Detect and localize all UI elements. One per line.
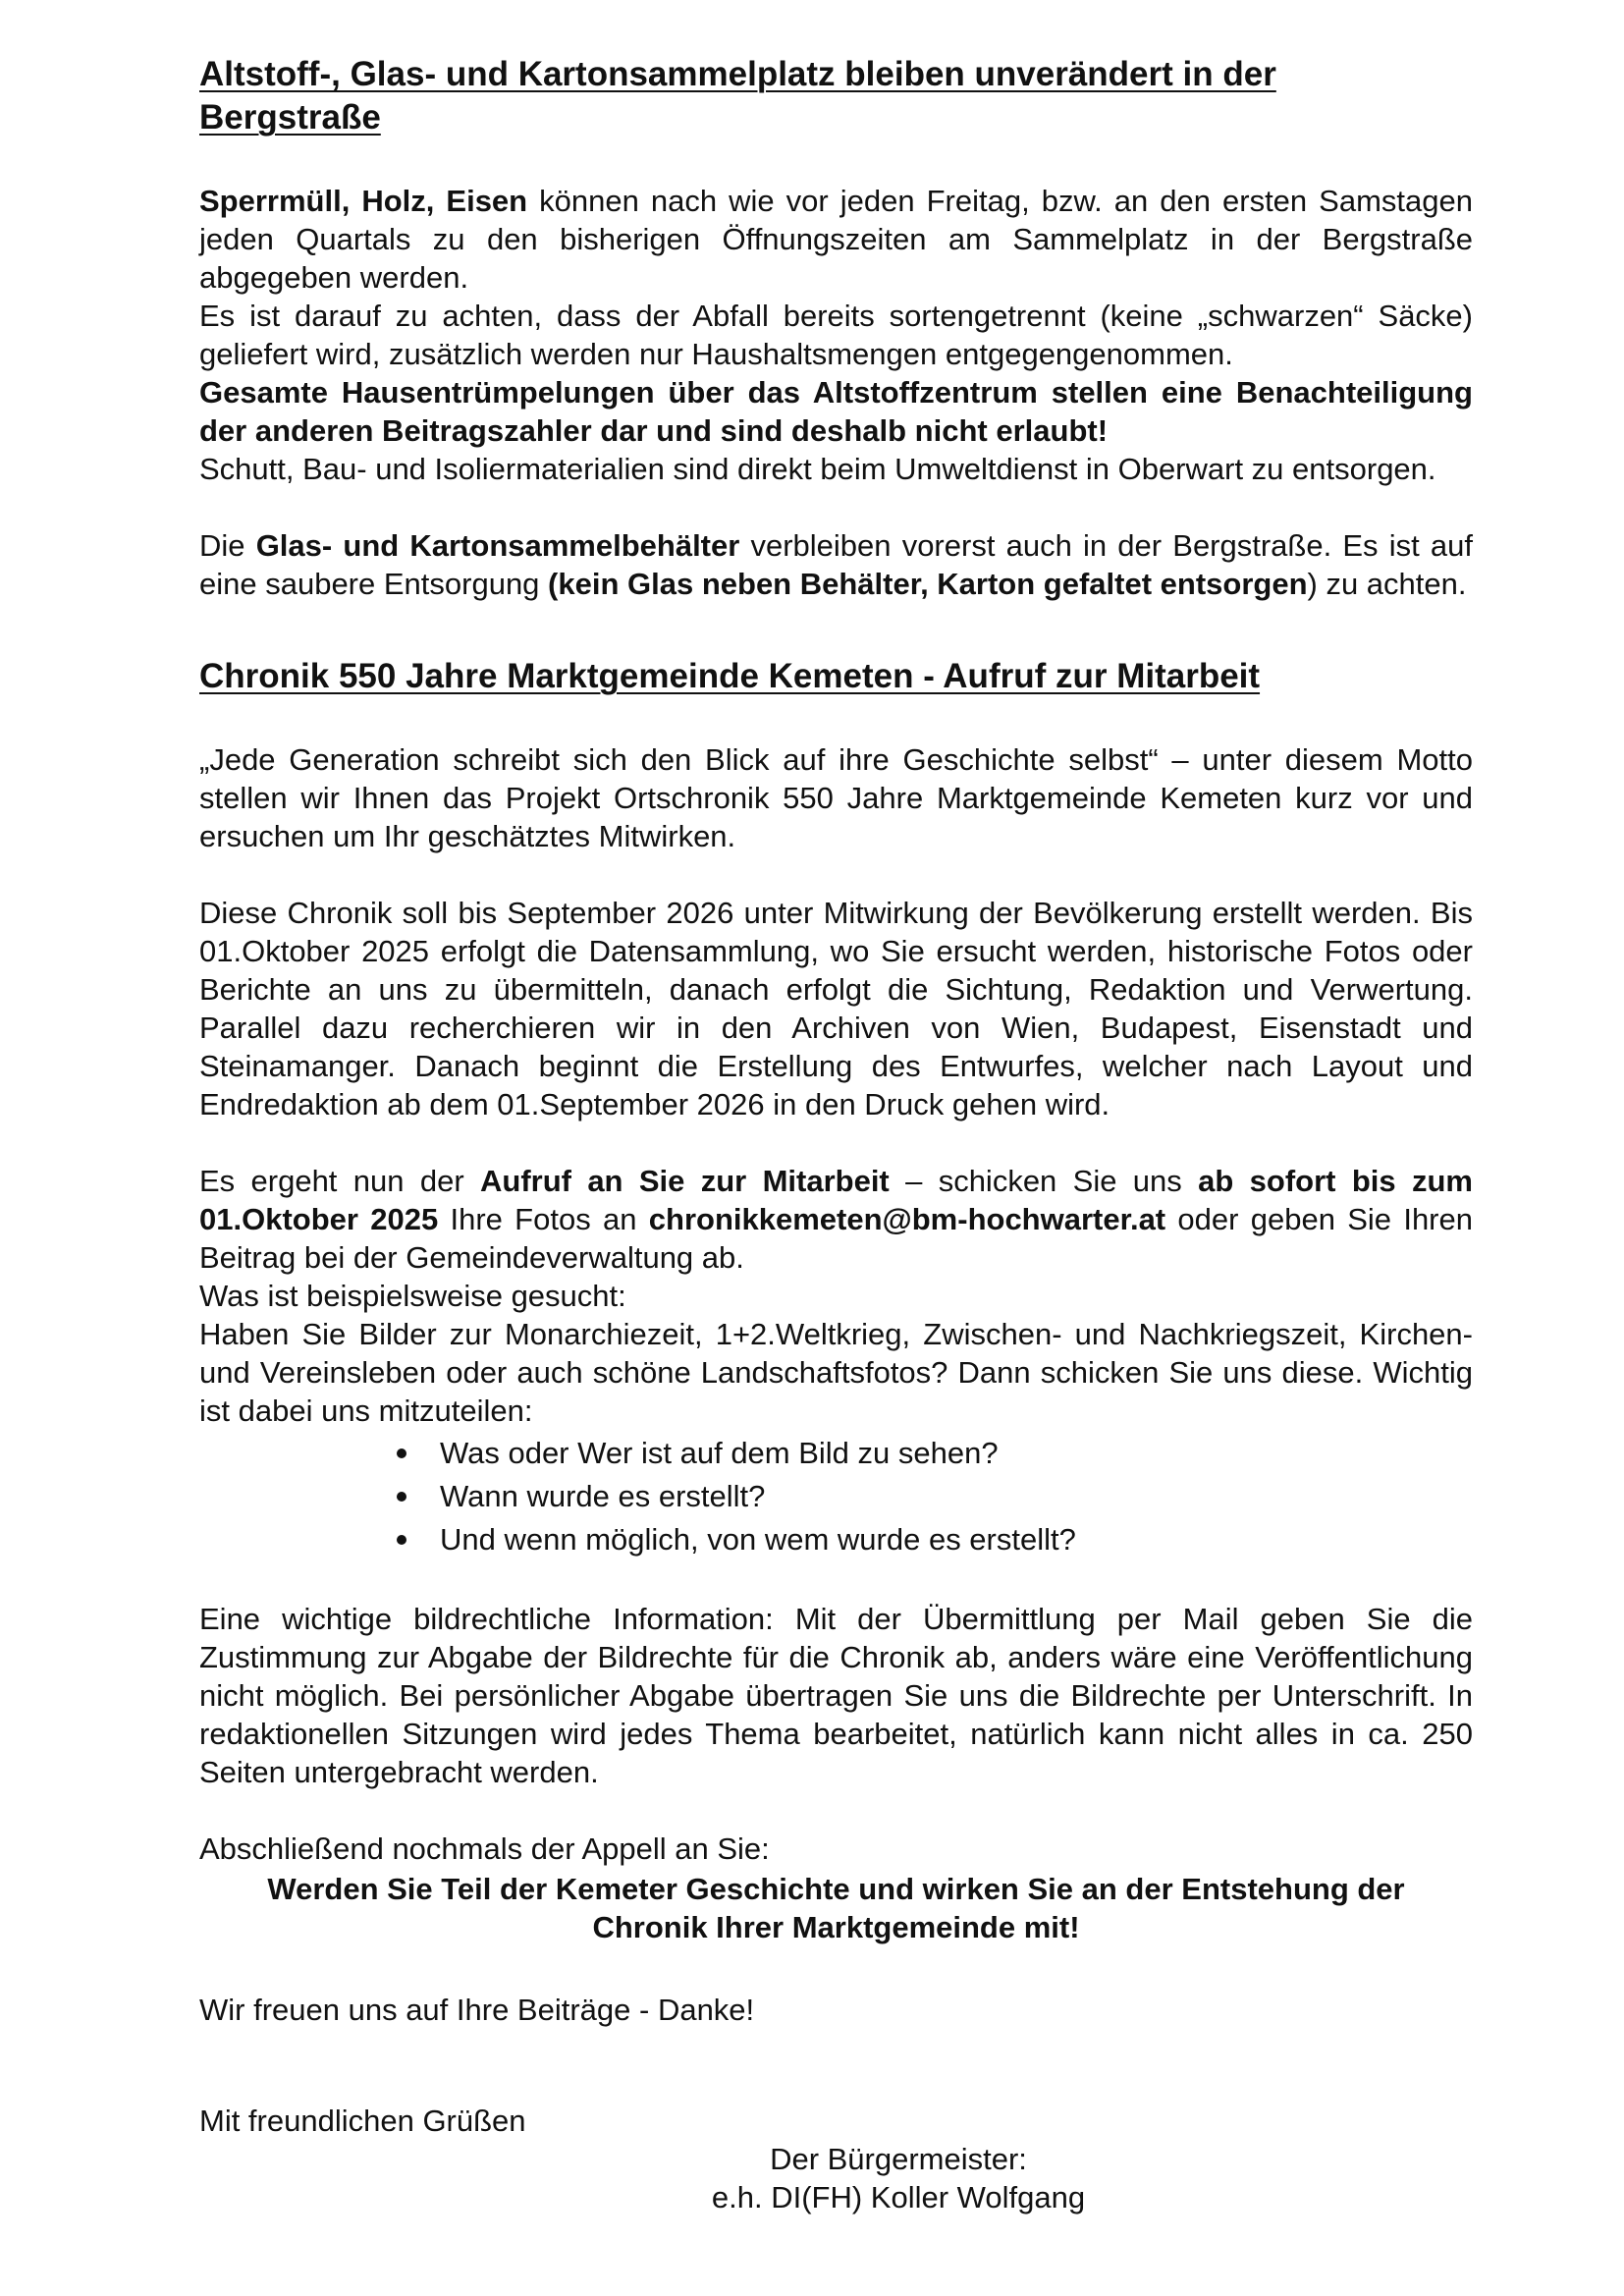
bold-text: Aufruf an Sie zur Mitarbeit [480,1164,890,1198]
list-item-text: Und wenn möglich, von wem wurde es erstellt? [440,1522,1076,1557]
bold-text: ab sofort bis zum 01.Oktober 2025 [199,1164,1473,1236]
text: Was ist beispielsweise gesucht: [199,1279,626,1313]
appeal-line-2: Chronik Ihrer Marktgemeinde mit! [592,1910,1080,1944]
list-item-text: Wann wurde es erstellt? [440,1479,766,1513]
list-item [440,1475,1473,1518]
section-title-chronik: Chronik 550 Jahre Marktgemeinde Kemeten - Aufruf zur Mitarbeit [199,657,1261,695]
appeal-line-1: Werden Sie Teil der Kemeter Geschichte und wirken Sie an der Entstehung der [267,1872,1405,1906]
text: können nach wie vor jeden Freitag, bzw. an den ersten Samstagen jeden Quartals zu den bisherigen Öffnungszeiten am Sammelplatz in der Bergstraße abgegeben werden. [199,184,1473,295]
bullet-list [199,1432,1473,1561]
bullet-icon [397,1449,406,1458]
title-line-2: Bergstraße [199,98,381,137]
appeal-intro: Abschließend nochmals der Appell an Sie: [199,1831,770,1866]
bold-text: Sperrmüll, Holz, Eisen [199,184,528,218]
text: ) zu achten. [1307,567,1467,601]
list-item [440,1432,1473,1475]
text: Die [199,528,256,563]
text: Es ergeht nun der [199,1164,480,1198]
document-content [199,53,1473,2216]
text: Haben Sie Bilder zur Monarchiezeit, 1+2.Weltkrieg, Zwischen- und Nachkriegszeit, Kirchen- und Vereinsleben oder auch schöne Landschaftsfotos? Dann schicken Sie uns diese. Wichtig ist dabei uns mitzuteilen: [199,1317,1473,1428]
paragraph-glas-karton [199,526,1473,603]
bold-text: Gesamte Hausentrümpelungen über das Altstoffzentrum stellen eine Benachteiligung der anderen Beitragszahler dar und sind deshalb nicht erlaubt! [199,375,1473,448]
email-link[interactable]: chronikkemeten@bm-hochwarter.at [648,1202,1166,1236]
text: Es ist darauf zu achten, dass der Abfall bereits sortengetrennt (keine „schwarzen“ Säcke) geliefert wird, zusätzlich werden nur Haushaltsmengen entgegengenommen. [199,299,1473,371]
text: Schutt, Bau- und Isoliermaterialien sind direkt beim Umweltdienst in Oberwart zu entsorgen. [199,452,1436,486]
text: – schicken Sie uns [889,1164,1199,1198]
paragraph-zeitplan: Diese Chronik soll bis September 2026 unter Mitwirkung der Bevölkerung erstellt werden. Bis 01.Oktober 2025 erfolgt die Datensammlung, wo Sie ersucht werden, historische Fotos oder Berichte an uns zu übermitteln, danach erfolgt die Sichtung, Redaktion und Verwertung. Parallel dazu recherchieren wir in den Archiven von Wien, Budapest, Eisenstadt und Steinamanger. Danach beginnt die Erstellung des Entwurfes, welcher nach Layout und Endredaktion ab dem 01.September 2026 in den Druck gehen wird. [199,896,1473,1121]
signature-title: Der Bürgermeister: [770,2142,1027,2176]
signature-block [702,2140,1095,2216]
bullet-icon [397,1492,406,1502]
title-line-1: Altstoff-, Glas- und Kartonsammelplatz bleiben unverändert in der [199,55,1276,93]
text: oder geben Sie Ihren Beitrag bei der Gemeindeverwaltung ab. [199,1202,1473,1275]
paragraph-sperrmuell [199,182,1473,488]
text: verbleiben vorerst auch in der Bergstraße. Es ist auf eine saubere Entsorgung [199,528,1473,601]
paragraph-aufruf [199,1162,1473,1430]
appeal-text [199,1870,1473,1946]
signature-name: e.h. DI(FH) Koller Wolfgang [711,2180,1086,2214]
list-item [440,1518,1473,1561]
list-item-text: Was oder Wer ist auf dem Bild zu sehen? [440,1436,999,1470]
paragraph-motto: „Jede Generation schreibt sich den Blick auf ihre Geschichte selbst“ – unter diesem Motto stellen wir Ihnen das Projekt Ortschronik 550 Jahre Marktgemeinde Kemeten kurz vor und ersuchen um Ihr geschätztes Mitwirken. [199,742,1473,853]
text: Ihre Fotos an [438,1202,649,1236]
bold-text: Glas- und Kartonsammelbehälter [255,528,740,563]
bold-text: (kein Glas neben Behälter, Karton gefaltet entsorgen [548,567,1308,601]
paragraph-bildrechte: Eine wichtige bildrechtliche Information: Mit der Übermittlung per Mail geben Sie die Zustimmung zur Abgabe der Bildrechte für die Chronik ab, anders wäre eine Veröffentlichung nicht möglich. Bei persönlicher Abgabe übertragen Sie uns die Bildrechte per Unterschrift. In redaktionellen Sitzungen wird jedes Thema bearbeitet, natürlich kann nicht alles in ca. 250 Seiten untergebracht werden. [199,1602,1473,1789]
closing-text: Mit freundlichen Grüßen [199,2104,526,2138]
section-title-sammelplatz [199,53,1473,139]
thanks-text: Wir freuen uns auf Ihre Beiträge - Danke! [199,1993,755,2027]
bullet-icon [397,1535,406,1545]
